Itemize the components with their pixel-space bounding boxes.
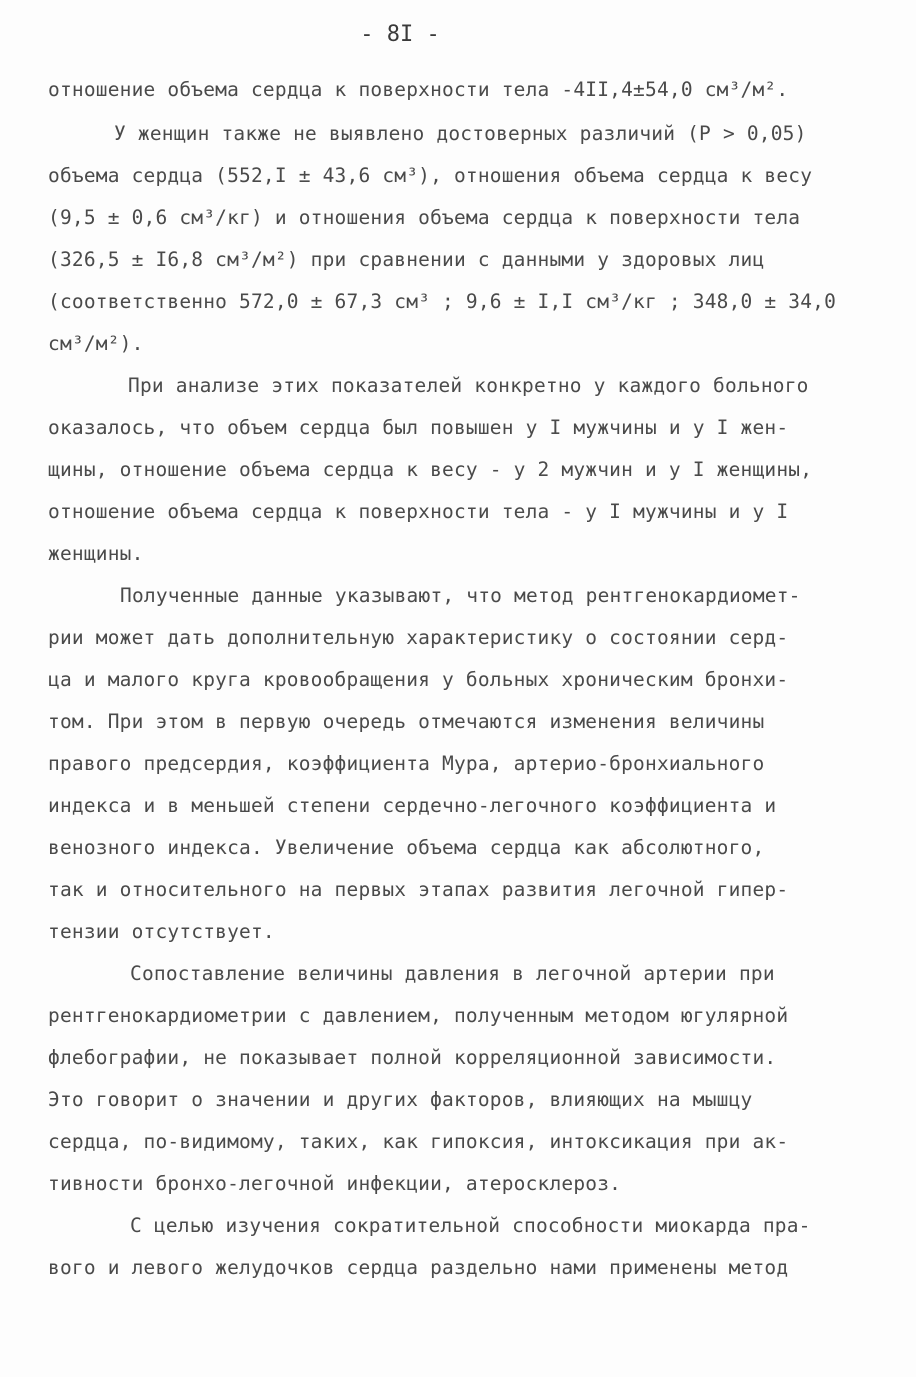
text-line: Сопоставление величины давления в легочной артерии при (130, 962, 775, 985)
text-line: тивности бронхо-легочной инфекции, атеросклероз. (48, 1172, 622, 1195)
text-line: оказалось, что объем сердца был повышен у I мужчины и у I жен- (48, 416, 789, 439)
text-line: Это говорит о значении и других факторов, влияющих на мышцу (48, 1088, 753, 1111)
text-line: ца и малого круга кровообращения у больных хроническим бронхи- (48, 668, 789, 691)
text-line: вого и левого желудочков сердца раздельно нами применены метод (48, 1256, 789, 1279)
text-line: см³/м²). (48, 332, 144, 355)
text-line: отношение объема сердца к поверхности тела -4II,4±54,0 см³/м². (48, 78, 789, 101)
text-line: тензии отсутствует. (48, 920, 275, 943)
text-line: (326,5 ± I6,8 см³/м²) при сравнении с данными у здоровых лиц (48, 248, 765, 271)
text-line: венозного индекса. Увеличение объема сердца как абсолютного, (48, 836, 765, 859)
page-number: - 8I - (360, 22, 440, 47)
text-line: сердца, по-видимому, таких, как гипоксия, интоксикация при ак- (48, 1130, 789, 1153)
text-line: (9,5 ± 0,6 см³/кг) и отношения объема сердца к поверхности тела (48, 206, 801, 229)
text-line: флебографии, не показывает полной корреляционной зависимости. (48, 1046, 777, 1069)
text-line: При анализе этих показателей конкретно у каждого больного (128, 374, 809, 397)
text-line: том. При этом в первую очередь отмечаются изменения величины (48, 710, 765, 733)
text-line: правого предсердия, коэффициента Мура, артерио-бронхиального (48, 752, 765, 775)
text-line: У женщин также не выявлено достоверных различий (P > 0,05) (114, 122, 807, 145)
text-line: индекса и в меньшей степени сердечно-легочного коэффициента и (48, 794, 777, 817)
text-line: рии может дать дополнительную характеристику о состоянии серд- (48, 626, 789, 649)
text-line: Полученные данные указывают, что метод рентгенокардиомет- (120, 584, 801, 607)
text-line: так и относительного на первых этапах развития легочной гипер- (48, 878, 789, 901)
text-line: щины, отношение объема сердца к весу - у 2 мужчин и у I женщины, (48, 458, 813, 481)
text-line: объема сердца (552,I ± 43,6 см³), отношения объема сердца к весу (48, 164, 813, 187)
text-line: С целью изучения сократительной способности миокарда пра- (130, 1214, 811, 1237)
text-line: рентгенокардиометрии с давлением, полученным методом югулярной (48, 1004, 789, 1027)
text-line: отношение объема сердца к поверхности тела - у I мужчины и у I (48, 500, 789, 523)
text-line: (соответственно 572,0 ± 67,3 см³ ; 9,6 ± I,I см³/кг ; 348,0 ± 34,0 (48, 290, 837, 313)
text-line: женщины. (48, 542, 144, 565)
